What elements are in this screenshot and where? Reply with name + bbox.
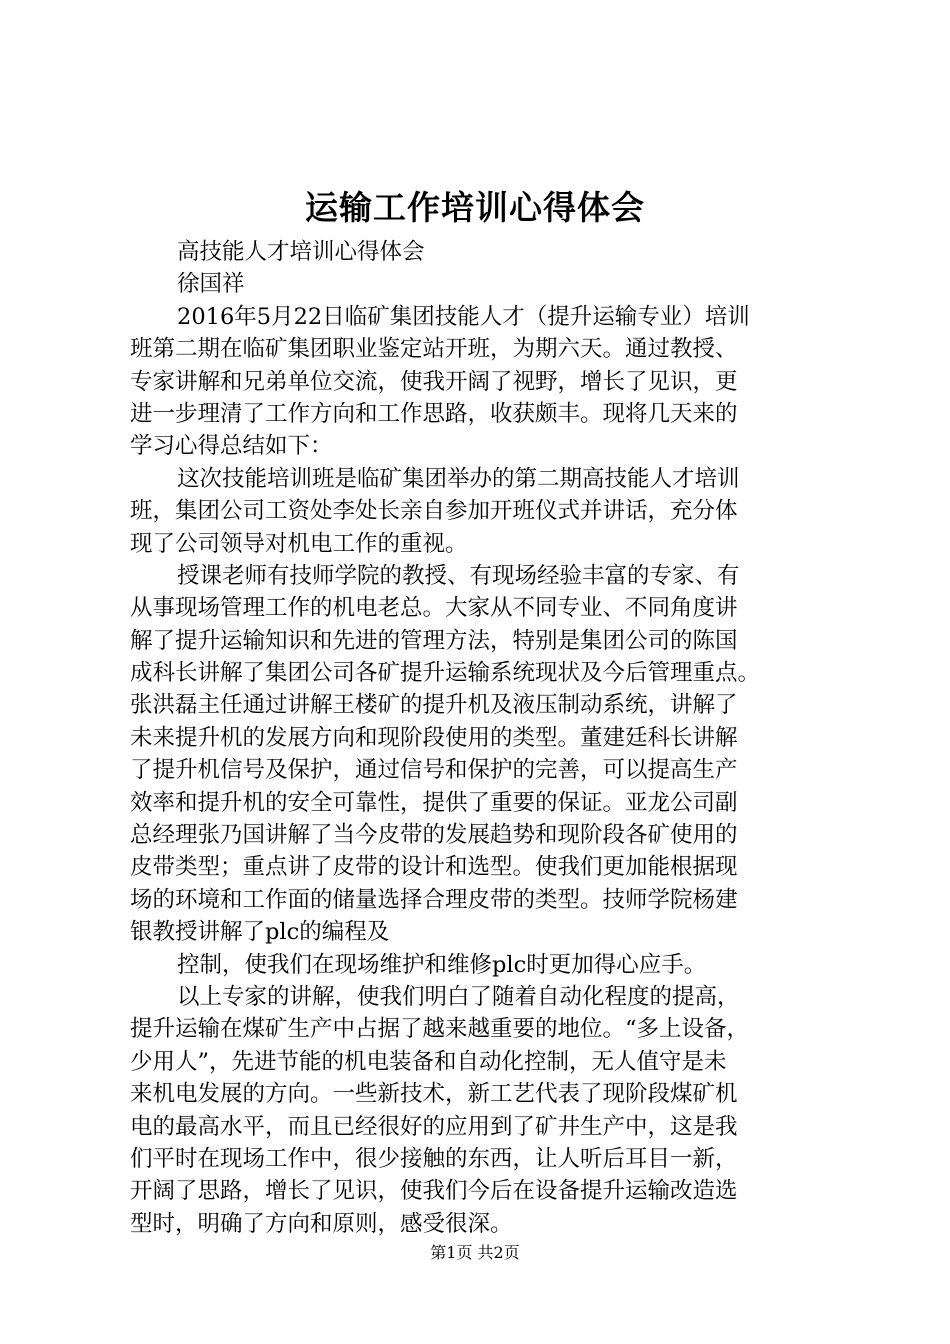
body-text-line: 总经理张乃国讲解了当今皮带的发展趋势和现阶段各矿使用的 — [130, 822, 738, 849]
body-text-line: 提升运输在煤矿生产中占据了越来越重要的地位。“多上设备， — [130, 1016, 750, 1043]
document-body — [130, 236, 830, 1240]
page-title: 运输工作培训心得体会 — [305, 188, 645, 227]
body-text-line: 银教授讲解了plc的编程及 — [130, 919, 390, 946]
body-text-line: 效率和提升机的安全可靠性，提供了重要的保证。亚龙公司副 — [130, 789, 738, 816]
body-text-line: 进一步理清了工作方向和工作思路，收获颇丰。现将几天来的 — [130, 400, 738, 427]
body-text-line: 控制，使我们在现场维护和维修plc时更加得心应手。 — [177, 951, 707, 978]
body-text-line: 从事现场管理工作的机电老总。大家从不同专业、不同角度讲 — [130, 595, 738, 622]
body-text-line: 皮带类型；重点讲了皮带的设计和选型。使我们更加能根据现 — [130, 854, 738, 881]
body-text-line: 未来提升机的发展方向和现阶段使用的类型。董建廷科长讲解 — [130, 724, 738, 751]
body-text-line: 班，集团公司工资处李处长亲自参加开班仪式并讲话，充分体 — [130, 498, 738, 525]
body-text-line: 解了提升运输知识和先进的管理方法，特别是集团公司的陈国 — [130, 627, 738, 654]
body-text-line: 型时，明确了方向和原则，感受很深。 — [130, 1210, 513, 1237]
body-text-line: 专家讲解和兄弟单位交流，使我开阔了视野，增长了见识，更 — [130, 368, 738, 395]
body-text-line: 少用人”，先进节能的机电装备和自动化控制，无人值守是未 — [130, 1048, 727, 1075]
body-text-line: 高技能人才培训心得体会 — [177, 239, 425, 265]
body-text-line: 2016年5月22日临矿集团技能人才（提升运输专业）培训 — [177, 303, 750, 330]
body-text-line: 了提升机信号及保护，通过信号和保护的完善，可以提高生产 — [130, 757, 738, 784]
body-text-line: 徐国祥 — [177, 271, 245, 298]
body-text-line: 班第二期在临矿集团职业鉴定站开班，为期六天。通过教授、 — [130, 336, 738, 363]
body-text-line: 来机电发展的方向。一些新技术，新工艺代表了现阶段煤矿机 — [130, 1081, 738, 1108]
body-text-line: 场的环境和工作面的储量选择合理皮带的类型。技师学院杨建 — [130, 886, 738, 913]
page-footer: 第1页 共2页 — [430, 1243, 520, 1262]
body-text-line: 以上专家的讲解，使我们明白了随着自动化程度的提高， — [177, 983, 740, 1010]
body-text-line: 张洪磊主任通过讲解王楼矿的提升机及液压制动系统，讲解了 — [130, 692, 738, 719]
body-text-line: 成科长讲解了集团公司各矿提升运输系统现状及今后管理重点。 — [130, 660, 761, 687]
body-text-line: 这次技能培训班是临矿集团举办的第二期高技能人才培训 — [177, 465, 740, 492]
body-text-line: 们平时在现场工作中，很少接触的东西，让人听后耳目一新， — [130, 1145, 738, 1172]
body-text-line: 电的最高水平，而且已经很好的应用到了矿井生产中，这是我 — [130, 1113, 738, 1140]
body-text-line: 授课老师有技师学院的教授、有现场经验丰富的专家、有 — [177, 562, 740, 589]
body-text-line: 现了公司领导对机电工作的重视。 — [130, 530, 468, 557]
body-text-line: 开阔了思路，增长了见识，使我们今后在设备提升运输改造选 — [130, 1178, 738, 1205]
body-text-line: 学习心得总结如下： — [130, 433, 333, 460]
